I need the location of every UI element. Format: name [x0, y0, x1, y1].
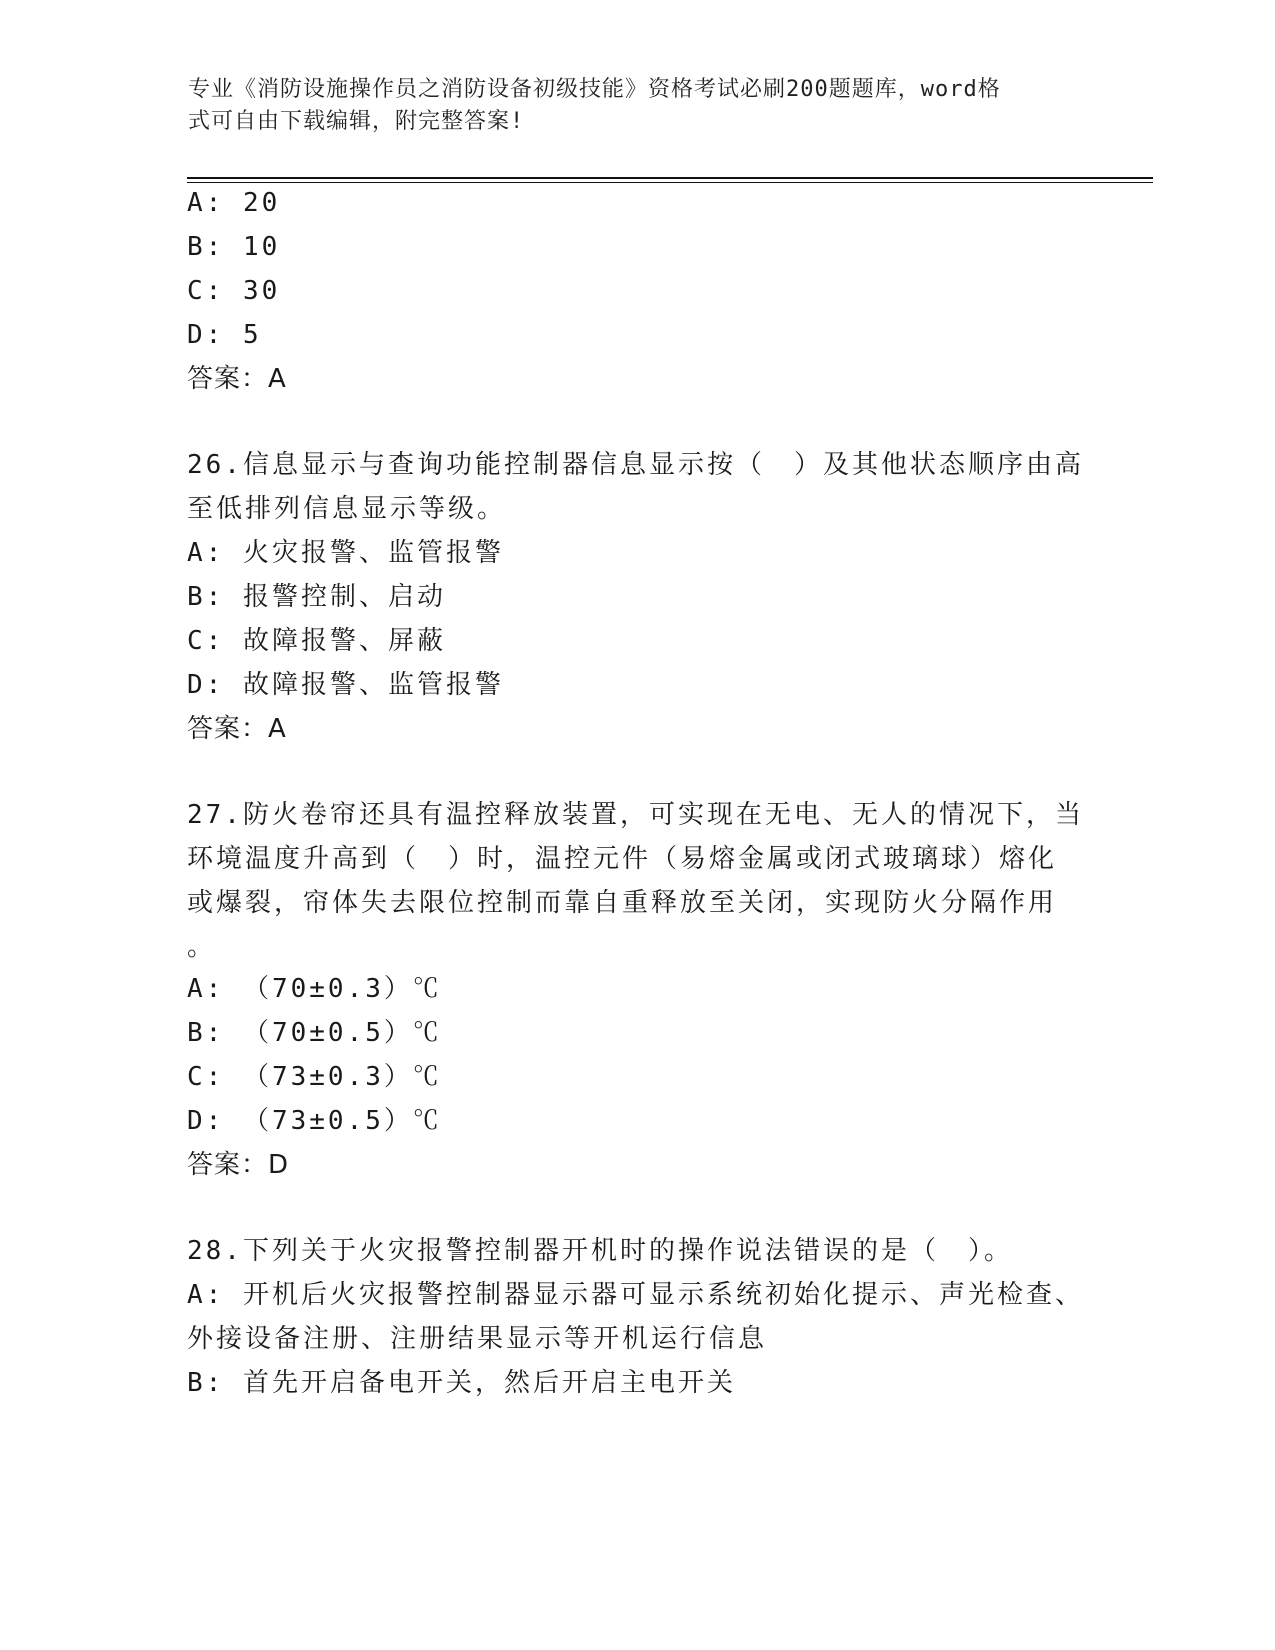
q28-stem-line-1: 28.下列关于火灾报警控制器开机时的操作说法错误的是（ ）。	[187, 1236, 1013, 1266]
q28-option-a-line-1: A: 开机后火灾报警控制器显示器可显示系统初始化提示、声光检查、	[187, 1280, 1084, 1310]
q25-answer: 答案：A	[187, 364, 287, 394]
header-divider-thin	[187, 182, 1153, 183]
q27-stem-line-2: 环境温度升高到（ ）时，温控元件（易熔金属或闭式玻璃球）熔化	[187, 844, 1058, 874]
q26-option-a: A: 火灾报警、监管报警	[187, 538, 504, 568]
q26-stem-line-1: 26.信息显示与查询功能控制器信息显示按（ ）及其他状态顺序由高	[187, 450, 1084, 480]
q26-option-c: C: 故障报警、屏蔽	[187, 626, 446, 656]
q25-option-d: D: 5	[187, 320, 262, 350]
header-line-1: 专业《消防设施操作员之消防设备初级技能》资格考试必刷200题题库，word格	[188, 77, 1001, 102]
q28-option-a-line-2: 外接设备注册、注册结果显示等开机运行信息	[187, 1324, 768, 1354]
header-line-2: 式可自由下载编辑，附完整答案!	[188, 109, 525, 134]
q27-option-d: D: （73±0.5）℃	[187, 1106, 442, 1136]
q26-answer: 答案：A	[187, 714, 287, 744]
q27-option-a: A: （70±0.3）℃	[187, 974, 442, 1004]
q26-option-b: B: 报警控制、启动	[187, 582, 446, 612]
header-divider-thick	[187, 177, 1153, 179]
q25-option-a: A: 20	[187, 188, 281, 218]
q27-option-b: B: （70±0.5）℃	[187, 1018, 442, 1048]
q25-option-c: C: 30	[187, 276, 281, 306]
document-header	[188, 74, 1088, 138]
q25-option-b: B: 10	[187, 232, 281, 262]
q28-option-b: B: 首先开启备电开关，然后开启主电开关	[187, 1368, 736, 1398]
q27-answer: 答案：D	[187, 1150, 290, 1180]
q27-stem-line-4: 。	[187, 932, 217, 962]
q27-option-c: C: （73±0.3）℃	[187, 1062, 442, 1092]
q26-stem-line-2: 至低排列信息显示等级。	[187, 494, 507, 524]
q27-stem-line-3: 或爆裂，帘体失去限位控制而靠自重释放至关闭，实现防火分隔作用	[187, 888, 1058, 918]
q27-stem-line-1: 27.防火卷帘还具有温控释放装置，可实现在无电、无人的情况下，当	[187, 800, 1084, 830]
q26-option-d: D: 故障报警、监管报警	[187, 670, 504, 700]
